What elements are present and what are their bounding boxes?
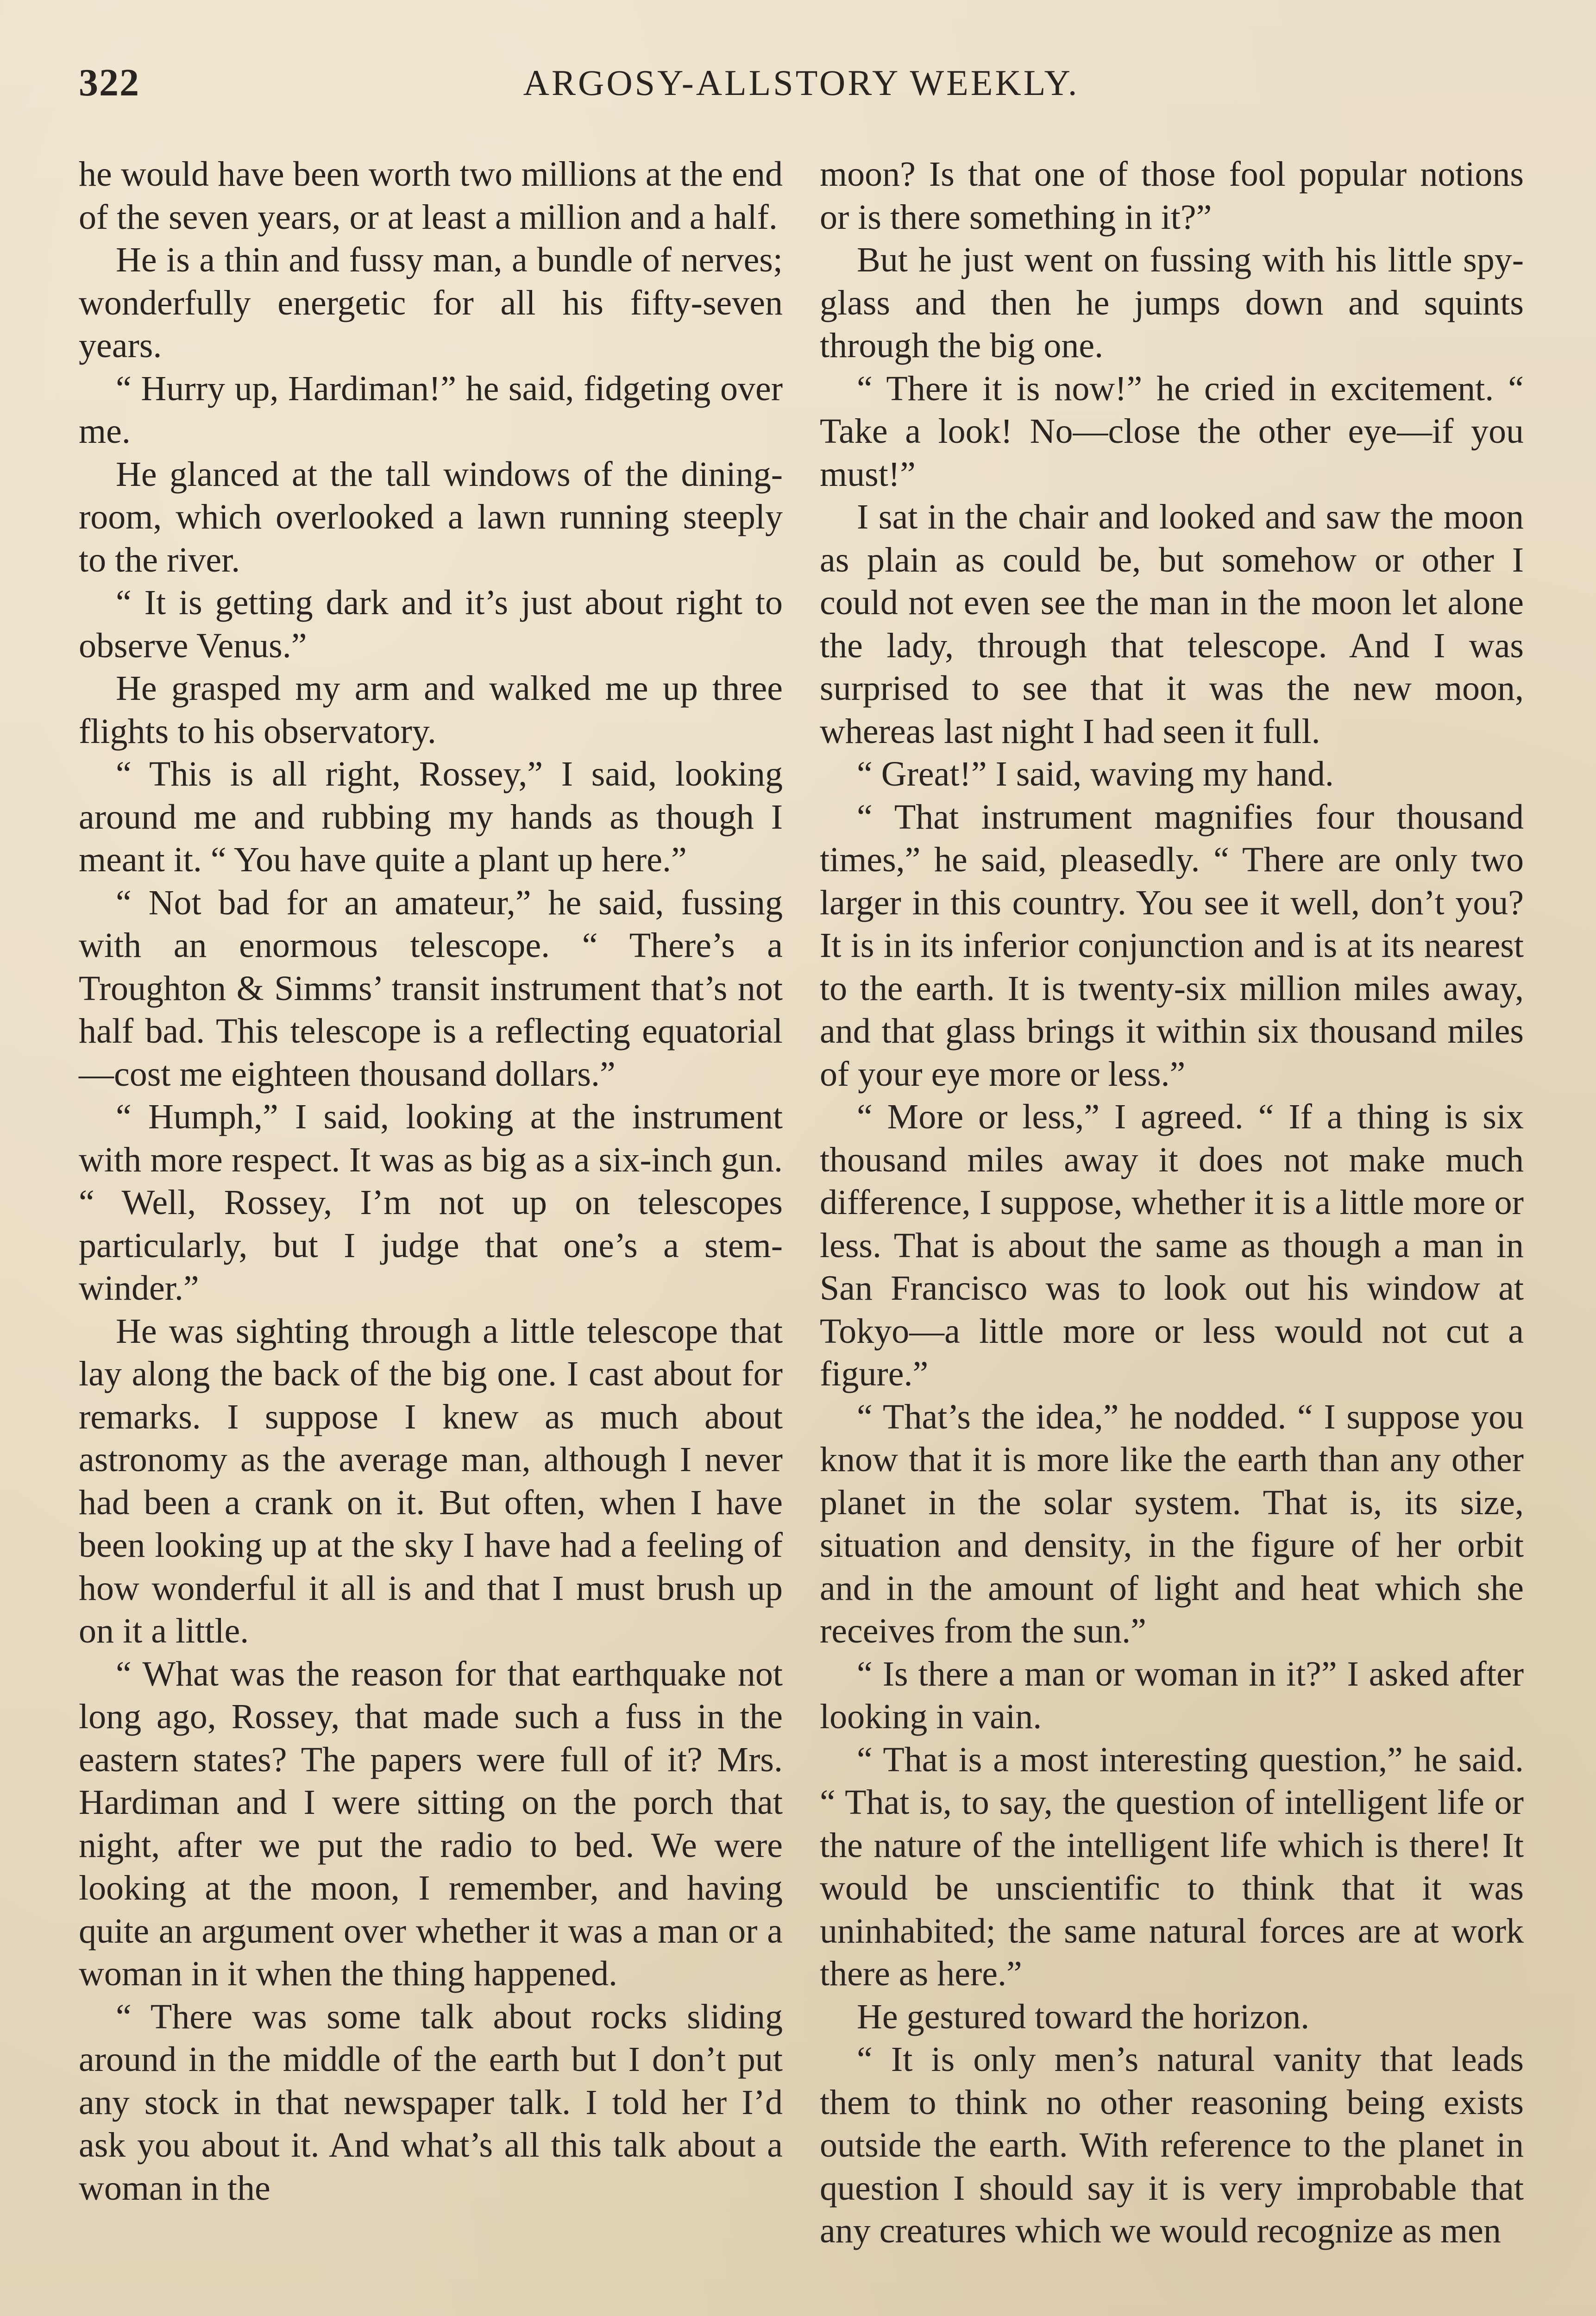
paragraph: “ Not bad for an amateur,” he said, fussing with an enormous telescope. “ There’s a Troughton & Simms’ transit instrument that’s not half bad. This telescope is a reflecting equatorial—cost me eighteen thousand dollars.” [79,883,783,1094]
paragraph: “ This is all right, Rossey,” I said, looking around me and rubbing my hands as though I meant it. “ You have quite a plant up here.” [79,755,783,879]
left-column [79,153,783,2209]
paragraph: “ It is only men’s natural vanity that leads them to think no other reasoning being exists outside the earth. With reference to the planet in question I should say it is very improbable that any creatures which we would recognize as men [820,2040,1524,2250]
paragraph: “ It is getting dark and it’s just about right to observe Venus.” [79,583,783,665]
paragraph: “ Is there a man or woman in it?” I asked after looking in vain. [820,1654,1524,1736]
page-header [79,60,1524,116]
paragraph: He glanced at the tall windows of the dining-room, which overlooked a lawn running steeply to the river. [79,454,783,579]
paragraph: I sat in the chair and looked and saw the moon as plain as could be, but somehow or other I could not even see the man in the moon let alone the lady, through that telescope. And I was surprised to see that it was the new moon, whereas last night I had seen it full. [820,497,1524,751]
paragraph: He was sighting through a little telescope that lay along the back of the big one. I cast about for remarks. I suppose I knew as much about astronomy as the average man, although I never had been a crank on it. But often, when I have been looking up at the sky I have had a feeling of how wonderful it all is and that I must brush up on it a little. [79,1311,783,1650]
paragraph: “ There it is now!” he cried in excitement. “ Take a look! No—close the other eye—if you must!” [820,369,1524,494]
paragraph: “ There was some talk about rocks sliding around in the middle of the earth but I don’t put any stock in that newspaper talk. I told her I’d ask you about it. And what’s all this talk about a woman in the [79,1997,783,2208]
right-column [820,153,1524,2253]
paragraph: “ That is a most interesting question,” he said. “ That is, to say, the question of intelligent life or the nature of the intelligent life which is there! It would be unscientific to think that it was uninhabited; the same natural forces are at work there as here.” [820,1740,1524,1993]
paragraph: “ What was the reason for that earthquake not long ago, Rossey, that made such a fuss in the eastern states? The papers were full of it? Mrs. Hardiman and I were sitting on the porch that night, after we put the radio to bed. We were looking at the moon, I remember, and having quite an argument over whether it was a man or a woman in it when the thing happened. [79,1654,783,1993]
paragraph: He gestured toward the horizon. [857,1997,1310,2036]
paragraph: “ More or less,” I agreed. “ If a thing is six thousand miles away it does not make much difference, I suppose, whether it is a little more or less. That is about the same as though a man in San Francisco was to look out his window at Tokyo—a little more or less would not cut a figure.” [820,1097,1524,1393]
paragraph: He is a thin and fussy man, a bundle of nerves; wonderfully energetic for all his fifty-seven years. [79,240,783,365]
paragraph: “ Great!” I said, waving my hand. [857,755,1334,793]
paragraph: But he just went on fussing with his little spy-glass and then he jumps down and squints through the big one. [820,240,1524,365]
running-head: ARGOSY-ALLSTORY WEEKLY. [523,63,1080,103]
paragraph: he would have been worth two millions at the end of the seven years, or at least a million and a half. [79,155,783,237]
paragraph: “ Humph,” I said, looking at the instrument with more respect. It was as big as a six-inch gun. “ Well, Rossey, I’m not up on telescopes particularly, but I judge that one’s a stem-winder.” [79,1097,783,1308]
paragraph: “ Hurry up, Hardiman!” he said, fidgeting over me. [79,369,783,451]
paragraph: moon? Is that one of those fool popular notions or is there something in it?” [820,155,1524,237]
paragraph: “ That’s the idea,” he nodded. “ I suppose you know that it is more like the earth than any other planet in the solar system. That is, its size, situation and density, in the figure of her orbit and in the amount of light and heat which she receives from the sun.” [820,1397,1524,1650]
paragraph: “ That instrument magnifies four thousand times,” he said, pleasedly. “ There are only two larger in this country. You see it well, don’t you? It is in its inferior conjunction and is at its nearest to the earth. It is twenty-six million miles away, and that glass brings it within six thousand miles of your eye more or less.” [820,797,1524,1094]
paragraph: He grasped my arm and walked me up three flights to his observatory. [79,669,783,751]
page-number: 322 [79,61,140,104]
